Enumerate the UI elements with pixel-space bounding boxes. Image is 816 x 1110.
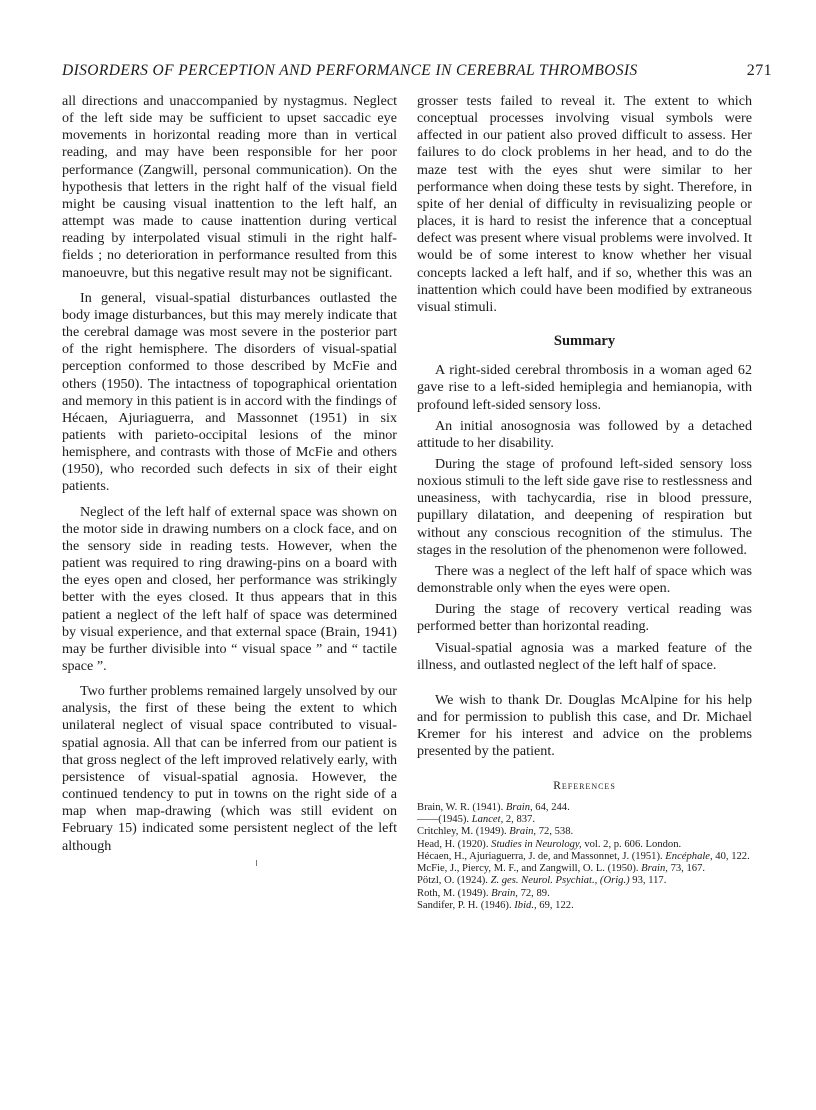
paragraph: Two further problems remained largely unsolved by our analysis, the first of these being the extent to which unilateral neglect of visual space contributed to visual-spatial agnosia. All that can be inferred from our patient is that gross neglect of the left improved relatively early, with persistence of visual-spatial agnosia. However, the continued tendency to put in towns on the right side of a map when map-drawing (which was still evident on February 15) indicated some persistent neglect of the left although [62,683,397,854]
reference-entry [417,851,752,863]
print-mark [256,860,257,866]
reference-authors: McFie, J., Piercy, M. F., and Zangwill, O. L. (1950). [417,863,642,875]
reference-authors: Head, H. (1920). [417,838,492,850]
reference-journal: Studies in Neurology, [491,838,582,850]
reference-journal: Brain, [491,887,518,899]
reference-volume: 73, 167. [667,863,706,875]
reference-authors: Brain, W. R. (1941). [417,801,506,813]
reference-entry [417,814,752,826]
summary-item: A right-sided cerebral thrombosis in a woman aged 62 gave rise to a left-sided hemiplegia and hemianopia, with profound left-sided sensory loss. [417,362,752,413]
reference-entry [417,802,752,814]
reference-journal: Lancet, [471,813,504,825]
reference-journal: Brain, [505,801,533,813]
right-column [417,93,752,912]
reference-entry [417,839,752,851]
reference-journal: Z. ges. Neurol. Psychiat., (Orig.) [490,875,630,887]
summary-item: There was a neglect of the left half of space which was demonstrable only when the eyes were open. [417,562,752,597]
reference-volume: 72, 538. [536,826,574,838]
reference-volume: vol. 2, p. 606. London. [581,838,682,850]
summary-item: An initial anosognosia was followed by a detached attitude to her disability. [417,417,752,451]
reference-authors: Critchley, M. (1949). [417,826,510,838]
paragraph: all directions and unaccompanied by nystagmus. Neglect of the left side may be sufficient to upset saccadic eye movements in horizontal reading more than in vertical reading, and may have been responsible for her poor performance (Zangwill, personal communication). On the hypothesis that letters in the right half of the visual field might be causing visual inattention to the left half, an attempt was made to cause inattention during vertical reading by interpolated visual stimuli in the right half-fields ; no deterioration in performance resulted from this manoeuvre, but this negative result may not be significant. [62,93,397,281]
reference-entry [417,863,752,875]
summary-item: Visual-spatial agnosia was a marked feature of the illness, and outlasted neglect of the left half of space. [417,639,752,673]
reference-journal: Encéphale, [665,850,713,862]
reference-authors: Pötzl, O. (1924). [417,875,491,887]
references-heading: References [553,780,616,793]
page-number: 271 [746,62,772,79]
summary-item: During the stage of recovery vertical reading was performed better than horizontal reading. [417,601,752,635]
reference-volume: 2, 837. [503,813,535,825]
reference-authors: Roth, M. (1949). [417,887,492,899]
reference-volume: 69, 122. [536,900,574,911]
summary-item: During the stage of profound left-sided sensory loss noxious stimuli to the left side gave rise to restlessness and uneasiness, with tachycardia, rise in blood pressure, pupillary dilatation, and deepening of respiration but without any conscious recognition of the stimulus. The stages in the resolution of the phenomenon were followed. [417,455,752,558]
summary-heading: Summary [553,333,616,350]
reference-entry [417,888,752,900]
paragraph: grosser tests failed to reveal it. The extent to which conceptual processes involving visual symbols were affected in our patient also proved difficult to assess. Her failures to do clock problems in her head, and to do the maze test with the eyes shut were similar to her performance when doing these tests by sight. Therefore, in spite of her denial of difficulty in revisualizing people or places, it is hard to resist the inference that a conceptual defect was present where visual problems were involved. It would be of some interest to know whether her visual concepts lacked a left half, and if so, whether this was an inattention which could have been modified by extraneous visual stimuli. [417,93,752,315]
reference-authors: Hécaen, H., Ajuriaguerra, J. de, and Massonnet, J. (1951). [417,850,666,862]
reference-entry [417,875,752,887]
reference-entry [417,900,752,912]
paragraph: Neglect of the left half of external space was shown on the motor side in drawing numbers on a clock face, and on the sensory side in reading tests. However, when the patient was required to ring drawing-pins on a board with the eyes open and closed, her performance was strikingly better with the eyes closed. It thus appears that in this patient a neglect of the left half of space was determined by visual experience, and that external space (Brain, 1941) may be further divisible into “ visual space ” and “ tactile space ”. [62,503,397,674]
reference-journal: Brain, [509,826,537,838]
running-header [62,58,772,86]
reference-volume: 93, 117. [629,875,667,887]
acknowledgements: We wish to thank Dr. Douglas McAlpine for his help and for permission to publish this case, and Dr. Michael Kremer for his interest and advice on the problems presented by the patient. [417,691,752,760]
paragraph: In general, visual-spatial disturbances outlasted the body image disturbances, but this may merely indicate that the cerebral damage was most severe in the posterior part of the right hemisphere. The disorders of visual-spatial perception conformed to those described by McFie and others (1950). The intactness of topographical orientation and memory in this patient is in accord with the findings of Hécaen, Ajuriaguerra, and Massonnet (1951) in six patients with parieto-occipital lesions of the minor hemisphere, and contrasts with those of McFie and others (1950), who recorded such defects in six of their eight patients. [62,289,397,495]
reference-authors: Sandifer, P. H. (1946). [417,900,515,911]
reference-authors: ——(1945). [417,813,472,825]
reference-volume: 40, 122. [712,850,750,862]
reference-volume: 64, 244. [532,801,570,813]
running-title: DISORDERS OF PERCEPTION AND PERFORMANCE IN CEREBRAL THROMBOSIS [62,62,638,79]
reference-journal: Ibid., [514,900,537,911]
left-column [62,93,397,855]
reference-list [417,802,752,913]
reference-volume: 72, 89. [517,887,550,899]
reference-entry [417,826,752,838]
reference-journal: Brain, [641,863,668,875]
